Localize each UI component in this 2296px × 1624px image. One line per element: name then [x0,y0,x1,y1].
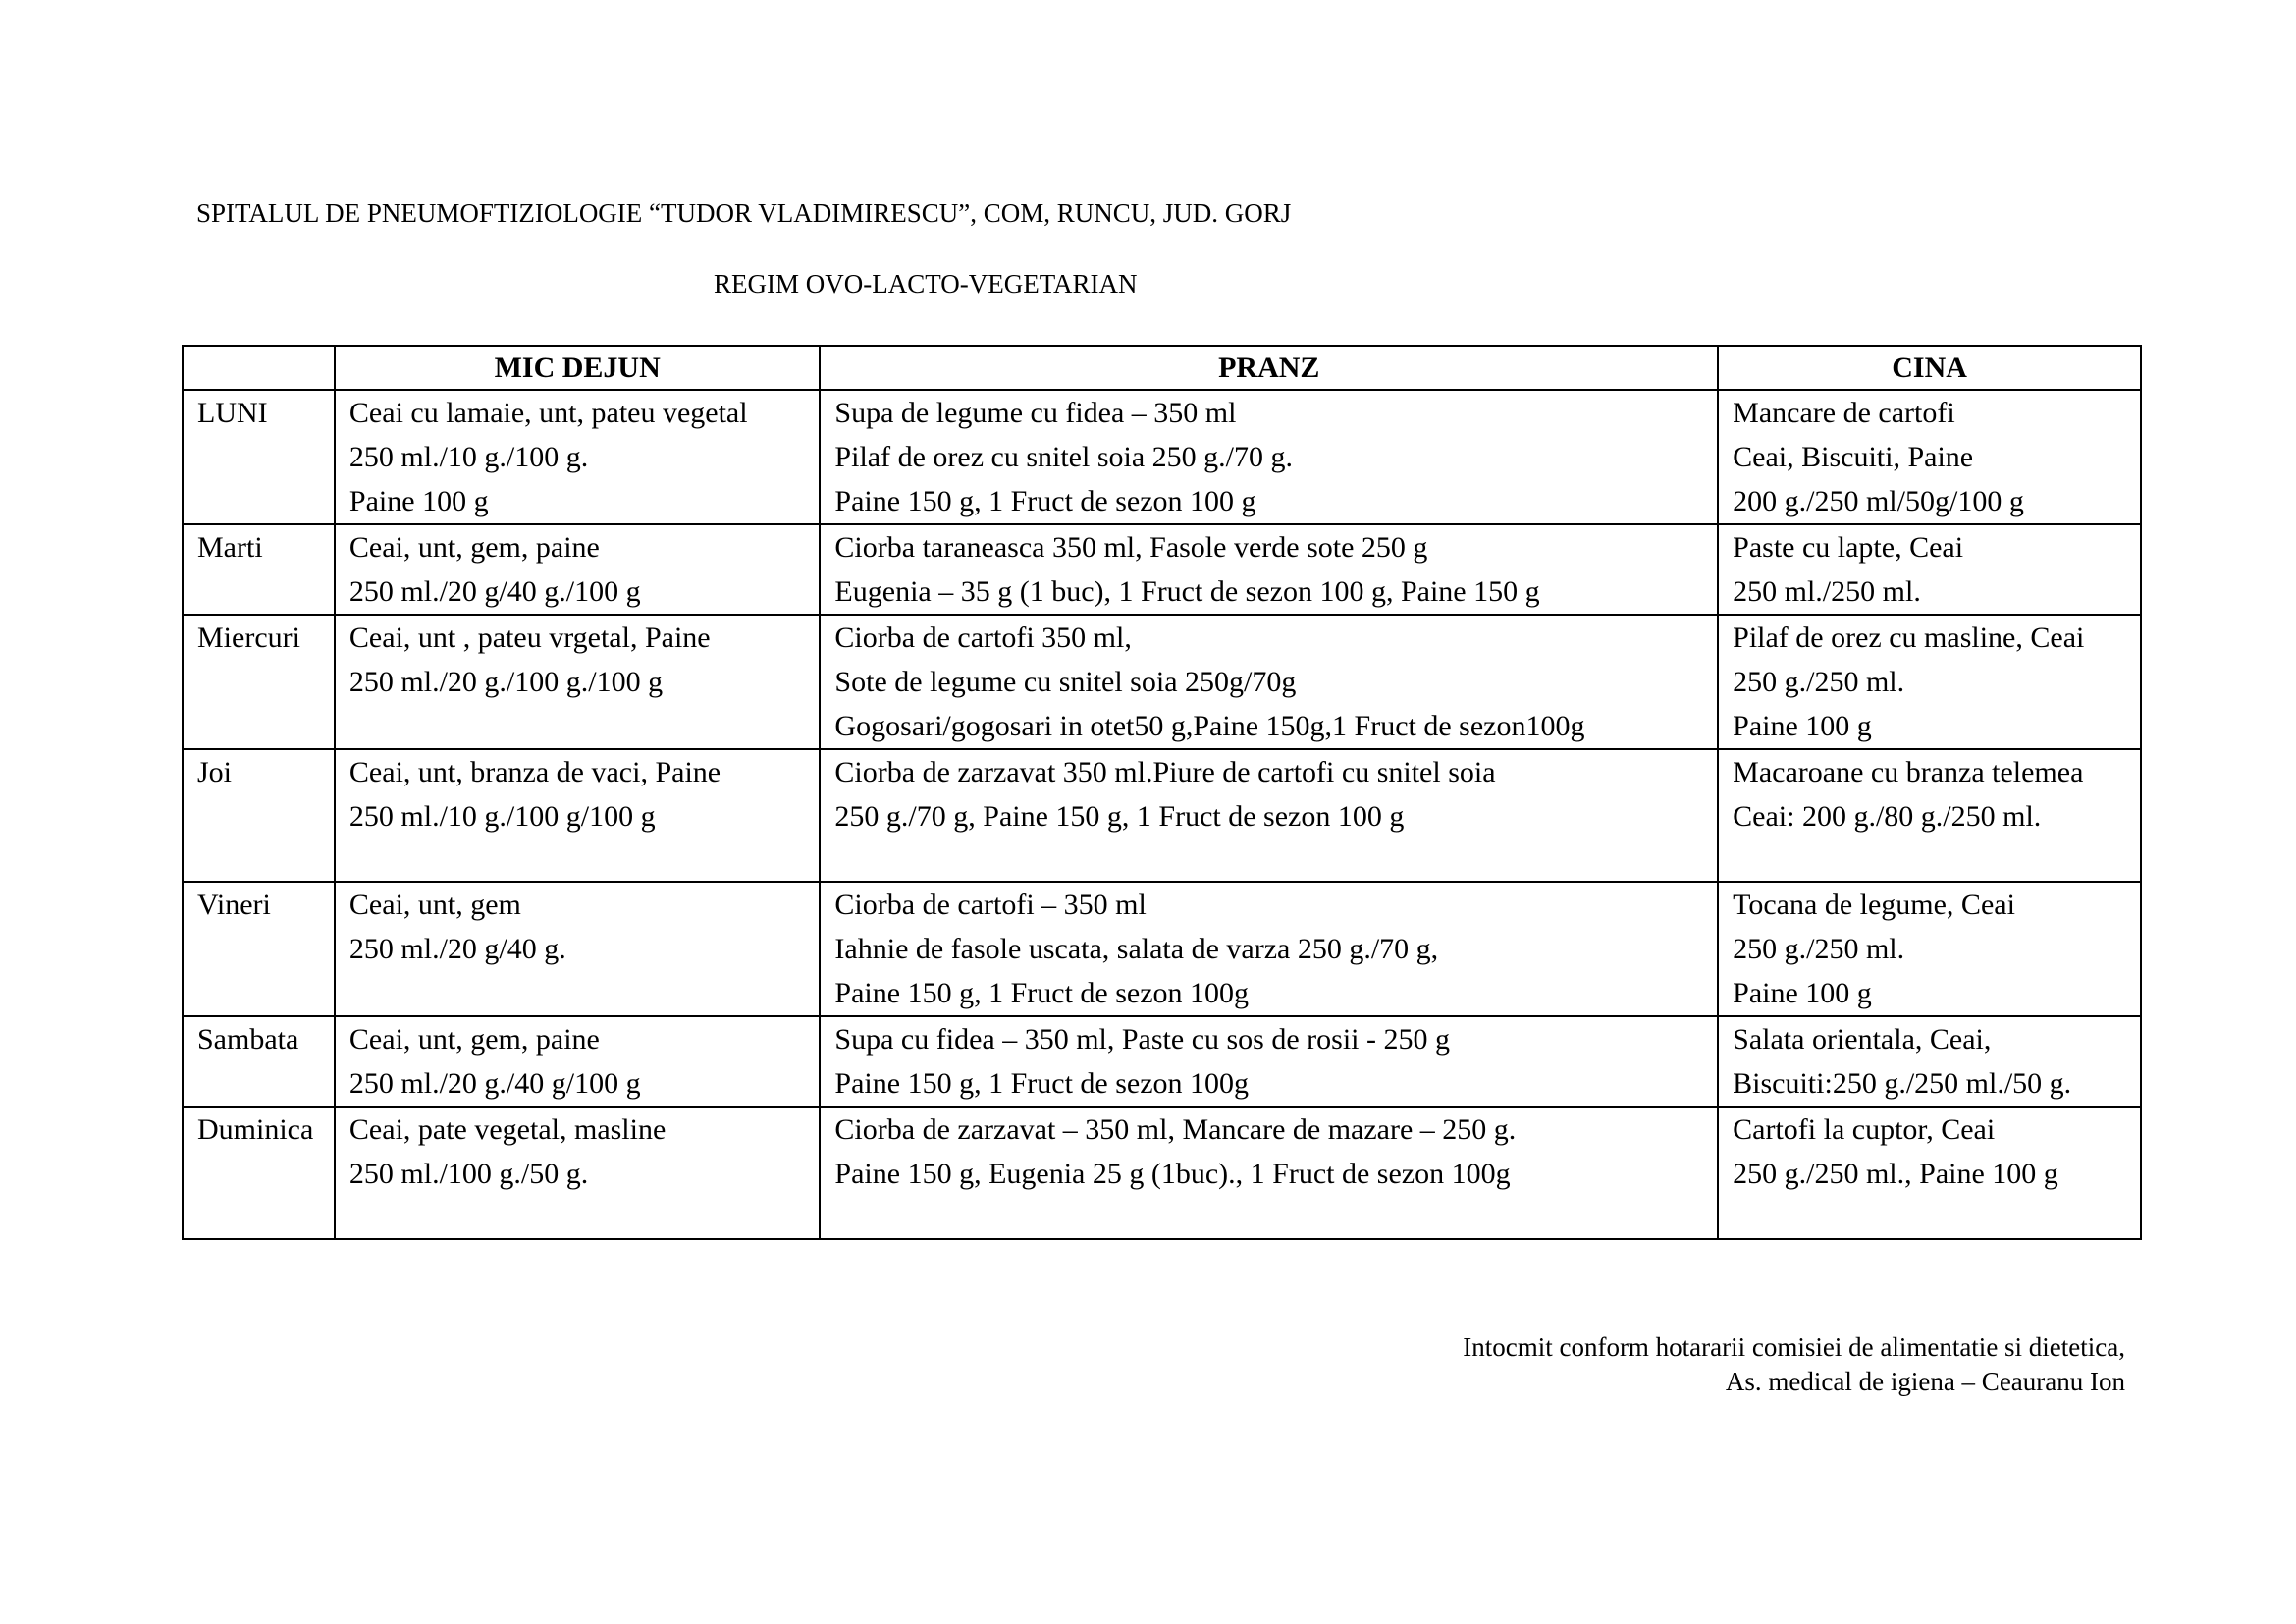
header-lunch: PRANZ [820,346,1718,390]
lunch-cell [820,390,1718,524]
dinner-line: 200 g./250 ml/50g/100 g [1733,485,2024,517]
table-header-row [183,346,2141,390]
lunch-line: Paine 150 g, 1 Fruct de sezon 100g [834,977,1250,1009]
table-row [183,749,2141,882]
dinner-cell [1718,882,2141,1016]
lunch-line: Paine 150 g, 1 Fruct de sezon 100 g [834,485,1256,517]
dinner-line: Cartofi la cuptor, Ceai [1733,1113,1996,1146]
day-cell [183,1016,335,1107]
breakfast-cell [335,390,821,524]
breakfast-line: Ceai, unt, gem, paine [348,531,600,564]
dinner-line: Biscuiti:250 g./250 ml./50 g. [1733,1067,2072,1100]
breakfast-line: Paine 100 g [348,485,489,517]
lunch-cell [820,882,1718,1016]
lunch-line: Sote de legume cu snitel soia 250g/70g [834,666,1297,698]
lunch-cell [820,1016,1718,1107]
dinner-line: Mancare de cartofi [1733,397,1955,429]
day-name: LUNI [197,397,268,429]
dinner-cell [1718,749,2141,882]
lunch-line: Eugenia – 35 g (1 buc), 1 Fruct de sezon 100 g, Paine 150 g [834,575,1540,608]
hospital-name: SPITALUL DE PNEUMOFTIZIOLOGIE “TUDOR VLADIMIRESCU”, COM, RUNCU, JUD. GORJ [196,198,1292,228]
footer-note: Intocmit conform hotararii comisiei de alimentatie si dietetica, [1463,1332,2125,1362]
table-row [183,390,2141,524]
dinner-cell [1718,1016,2141,1107]
dinner-line: Paste cu lapte, Ceai [1733,531,1964,564]
dinner-line: Pilaf de orez cu masline, Ceai [1733,622,2085,654]
lunch-line: Ciorba taraneasca 350 ml, Fasole verde sote 250 g [834,531,1428,564]
breakfast-cell [335,749,821,882]
breakfast-line: 250 ml./10 g./100 g. [348,441,589,473]
breakfast-line: 250 ml./20 g/40 g./100 g [348,575,641,608]
day-name: Sambata [197,1023,299,1056]
day-cell [183,882,335,1016]
dinner-line: Paine 100 g [1733,710,1872,742]
lunch-line: Paine 150 g, 1 Fruct de sezon 100g [834,1067,1250,1100]
breakfast-cell [335,1107,821,1239]
breakfast-cell [335,1016,821,1107]
lunch-cell [820,615,1718,749]
breakfast-line: Ceai, pate vegetal, masline [348,1113,667,1146]
dinner-cell [1718,390,2141,524]
dinner-line: 250 ml./250 ml. [1733,575,1921,608]
dinner-line: Tocana de legume, Ceai [1733,889,2015,921]
breakfast-cell [335,882,821,1016]
day-cell [183,749,335,882]
day-name: Vineri [197,889,271,921]
lunch-line: Pilaf de orez cu snitel soia 250 g./70 g. [834,441,1293,473]
table-row [183,615,2141,749]
dinner-line: 250 g./250 ml. [1733,666,1905,698]
dinner-line: Ceai, Biscuiti, Paine [1733,441,1974,473]
dinner-line: Ceai: 200 g./80 g./250 ml. [1733,800,2042,833]
breakfast-line: 250 ml./100 g./50 g. [348,1158,589,1190]
table-row [183,1107,2141,1239]
breakfast-line: Ceai, unt, gem [348,889,521,921]
lunch-line: Iahnie de fasole uscata, salata de varza 250 g./70 g, [834,933,1439,965]
day-name: Joi [197,756,233,788]
breakfast-line: Ceai cu lamaie, unt, pateu vegetal [348,397,748,429]
breakfast-line: Ceai, unt , pateu vrgetal, Paine [348,622,711,654]
signature-block [1463,1330,2125,1399]
lunch-line: Ciorba de cartofi 350 ml, [834,622,1132,654]
table-row [183,1016,2141,1107]
breakfast-line: 250 ml./20 g./100 g./100 g [348,666,664,698]
dinner-cell [1718,524,2141,615]
header-day [183,346,335,390]
breakfast-line: Ceai, unt, gem, paine [348,1023,600,1056]
dinner-line: Paine 100 g [1733,977,1872,1009]
lunch-cell [820,1107,1718,1239]
dinner-line: 250 g./250 ml., Paine 100 g [1733,1158,2058,1190]
dinner-line: 250 g./250 ml. [1733,933,1905,965]
lunch-line: Gogosari/gogosari in otet50 g,Paine 150g,1 Fruct de sezon100g [834,710,1585,742]
lunch-line: Ciorba de cartofi – 350 ml [834,889,1147,921]
day-name: Miercuri [197,622,300,654]
lunch-line: Supa cu fidea – 350 ml, Paste cu sos de rosii - 250 g [834,1023,1450,1056]
lunch-line: Paine 150 g, Eugenia 25 g (1buc)., 1 Fruct de sezon 100g [834,1158,1511,1190]
day-cell [183,524,335,615]
lunch-cell [820,524,1718,615]
weekly-menu-table [182,345,2142,1240]
lunch-line: Ciorba de zarzavat – 350 ml, Mancare de mazare – 250 g. [834,1113,1517,1146]
breakfast-cell [335,615,821,749]
lunch-cell [820,749,1718,882]
document-title: REGIM OVO-LACTO-VEGETARIAN [714,269,1138,298]
dinner-line: Salata orientala, Ceai, [1733,1023,1992,1056]
day-cell [183,615,335,749]
dinner-cell [1718,1107,2141,1239]
header-breakfast: MIC DEJUN [335,346,821,390]
breakfast-cell [335,524,821,615]
table-row [183,882,2141,1016]
breakfast-line: Ceai, unt, branza de vaci, Paine [348,756,721,788]
breakfast-line: 250 ml./20 g./40 g/100 g [348,1067,641,1100]
breakfast-line: 250 ml./20 g/40 g. [348,933,566,965]
lunch-line: Ciorba de zarzavat 350 ml.Piure de cartofi cu snitel soia [834,756,1496,788]
lunch-line: 250 g./70 g, Paine 150 g, 1 Fruct de sezon 100 g [834,800,1405,833]
dinner-cell [1718,615,2141,749]
breakfast-line: 250 ml./10 g./100 g/100 g [348,800,656,833]
header-dinner: CINA [1718,346,2141,390]
day-name: Marti [197,531,263,564]
day-cell [183,390,335,524]
dinner-line: Macaroane cu branza telemea [1733,756,2084,788]
day-cell [183,1107,335,1239]
table-row [183,524,2141,615]
lunch-line: Supa de legume cu fidea – 350 ml [834,397,1237,429]
day-name: Duminica [197,1113,314,1146]
author-line: As. medical de igiena – Ceauranu Ion [1725,1367,2125,1396]
